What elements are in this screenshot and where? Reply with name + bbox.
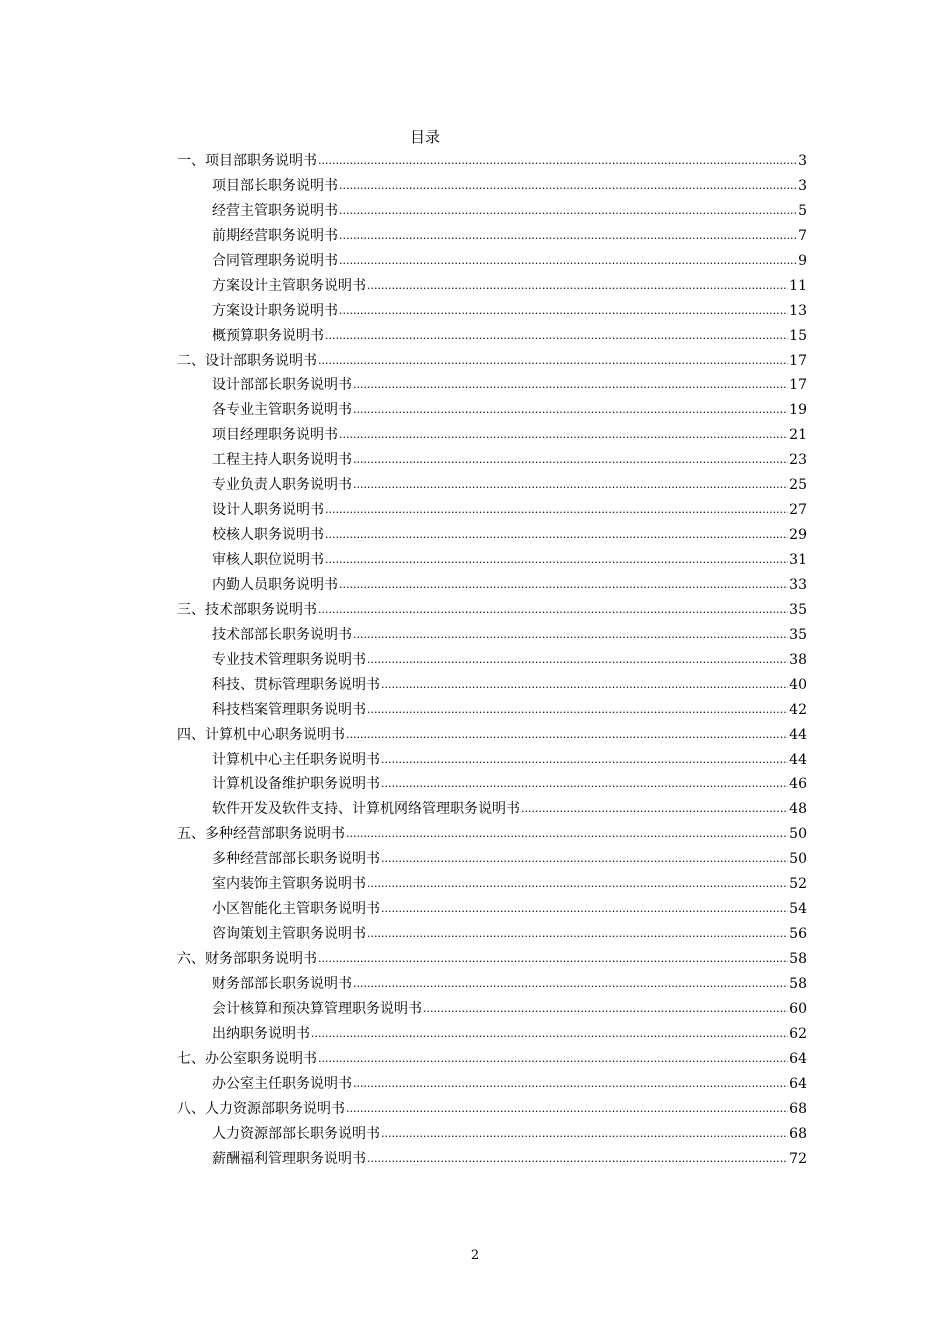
toc-entry-page-number: 3 bbox=[798, 177, 807, 194]
toc-entry-page-number: 17 bbox=[789, 352, 807, 369]
toc-entry-label: 多种经营部部长职务说明书 bbox=[212, 851, 380, 868]
toc-section-entry[interactable] bbox=[177, 1047, 807, 1072]
toc-entry-page-number: 44 bbox=[789, 751, 807, 768]
toc-entry-page-number: 56 bbox=[789, 926, 807, 943]
table-of-contents bbox=[177, 149, 807, 1171]
toc-dot-leader bbox=[325, 548, 788, 573]
toc-section-entry[interactable] bbox=[177, 822, 807, 847]
toc-entry-label: 专业技术管理职务说明书 bbox=[212, 651, 366, 668]
toc-entry-page-number: 42 bbox=[789, 701, 807, 718]
toc-subsection-entry[interactable] bbox=[177, 299, 807, 324]
toc-subsection-entry[interactable] bbox=[177, 523, 807, 548]
toc-subsection-entry[interactable] bbox=[177, 922, 807, 947]
toc-subsection-entry[interactable] bbox=[177, 324, 807, 349]
toc-entry-label: 工程主持人职务说明书 bbox=[212, 452, 352, 469]
toc-entry-label: 设计人职务说明书 bbox=[212, 502, 324, 519]
toc-subsection-entry[interactable] bbox=[177, 473, 807, 498]
toc-subsection-entry[interactable] bbox=[177, 698, 807, 723]
toc-entry-page-number: 9 bbox=[798, 252, 807, 269]
toc-dot-leader bbox=[367, 698, 788, 723]
toc-dot-leader bbox=[325, 498, 788, 523]
toc-entry-page-number: 40 bbox=[789, 676, 807, 693]
toc-dot-leader bbox=[367, 274, 788, 299]
toc-entry-page-number: 46 bbox=[789, 776, 807, 793]
toc-entry-page-number: 48 bbox=[789, 801, 807, 818]
toc-subsection-entry[interactable] bbox=[177, 498, 807, 523]
toc-dot-leader bbox=[339, 423, 788, 448]
page-number: 2 bbox=[470, 1248, 480, 1263]
toc-subsection-entry[interactable] bbox=[177, 872, 807, 897]
toc-entry-page-number: 64 bbox=[789, 1075, 807, 1092]
toc-entry-label: 三、技术部职务说明书 bbox=[177, 601, 317, 618]
toc-subsection-entry[interactable] bbox=[177, 1147, 807, 1172]
toc-dot-leader bbox=[381, 847, 788, 872]
toc-dot-leader bbox=[353, 473, 788, 498]
toc-entry-page-number: 64 bbox=[789, 1050, 807, 1067]
toc-subsection-entry[interactable] bbox=[177, 548, 807, 573]
toc-entry-label: 五、多种经营部职务说明书 bbox=[177, 826, 345, 843]
toc-entry-label: 计算机中心主任职务说明书 bbox=[212, 751, 380, 768]
toc-section-entry[interactable] bbox=[177, 349, 807, 374]
toc-section-entry[interactable] bbox=[177, 723, 807, 748]
toc-entry-page-number: 3 bbox=[798, 153, 807, 169]
toc-dot-leader bbox=[325, 523, 788, 548]
toc-dot-leader bbox=[346, 822, 788, 847]
toc-dot-leader bbox=[353, 1072, 788, 1097]
toc-entry-label: 技术部部长职务说明书 bbox=[212, 626, 352, 643]
toc-dot-leader bbox=[353, 972, 788, 997]
toc-dot-leader bbox=[339, 573, 788, 598]
toc-subsection-entry[interactable] bbox=[177, 423, 807, 448]
toc-entry-page-number: 5 bbox=[798, 202, 807, 219]
toc-entry-label: 办公室主任职务说明书 bbox=[212, 1075, 352, 1092]
toc-entry-page-number: 50 bbox=[789, 826, 807, 843]
toc-subsection-entry[interactable] bbox=[177, 274, 807, 299]
toc-dot-leader bbox=[318, 598, 788, 623]
toc-section-entry[interactable] bbox=[177, 1097, 807, 1122]
toc-subsection-entry[interactable] bbox=[177, 224, 807, 249]
toc-entry-page-number: 50 bbox=[789, 851, 807, 868]
toc-subsection-entry[interactable] bbox=[177, 623, 807, 648]
toc-entry-label: 前期经营职务说明书 bbox=[212, 227, 338, 244]
toc-entry-page-number: 72 bbox=[789, 1150, 807, 1167]
toc-entry-label: 合同管理职务说明书 bbox=[212, 252, 338, 269]
toc-subsection-entry[interactable] bbox=[177, 199, 807, 224]
toc-dot-leader bbox=[367, 872, 788, 897]
toc-dot-leader bbox=[381, 1122, 788, 1147]
toc-dot-leader bbox=[353, 448, 788, 473]
toc-dot-leader bbox=[318, 1047, 788, 1072]
toc-dot-leader bbox=[423, 997, 788, 1022]
toc-entry-page-number: 68 bbox=[789, 1100, 807, 1117]
toc-entry-page-number: 21 bbox=[789, 427, 807, 444]
toc-entry-page-number: 7 bbox=[798, 227, 807, 244]
toc-dot-leader bbox=[381, 748, 788, 773]
toc-entry-label: 小区智能化主管职务说明书 bbox=[212, 901, 380, 918]
toc-subsection-entry[interactable] bbox=[177, 398, 807, 423]
toc-dot-leader bbox=[339, 224, 797, 249]
toc-entry-label: 六、财务部职务说明书 bbox=[177, 951, 317, 967]
toc-entry-label: 会计核算和预决算管理职务说明书 bbox=[212, 1000, 422, 1017]
toc-entry-label: 七、办公室职务说明书 bbox=[177, 1050, 317, 1067]
toc-dot-leader bbox=[339, 299, 788, 324]
toc-subsection-entry[interactable] bbox=[177, 847, 807, 872]
toc-entry-label: 经营主管职务说明书 bbox=[212, 202, 338, 219]
toc-entry-page-number: 13 bbox=[789, 302, 807, 319]
toc-subsection-entry[interactable] bbox=[177, 249, 807, 274]
toc-entry-page-number: 44 bbox=[789, 726, 807, 743]
toc-entry-label: 项目部长职务说明书 bbox=[212, 177, 338, 194]
toc-subsection-entry[interactable] bbox=[177, 448, 807, 473]
toc-entry-label: 科技档案管理职务说明书 bbox=[212, 701, 366, 718]
toc-entry-page-number: 62 bbox=[789, 1025, 807, 1042]
toc-dot-leader bbox=[367, 648, 788, 673]
toc-entry-page-number: 68 bbox=[789, 1125, 807, 1142]
toc-entry-label: 设计部部长职务说明书 bbox=[212, 377, 352, 394]
toc-entry-page-number: 27 bbox=[789, 502, 807, 519]
toc-dot-leader bbox=[353, 623, 788, 648]
toc-entry-label: 咨询策划主管职务说明书 bbox=[212, 926, 366, 943]
toc-entry-label: 计算机设备维护职务说明书 bbox=[212, 776, 380, 793]
toc-dot-leader bbox=[318, 947, 788, 972]
toc-entry-page-number: 29 bbox=[789, 527, 807, 544]
toc-subsection-entry[interactable] bbox=[177, 673, 807, 698]
toc-subsection-entry[interactable] bbox=[177, 897, 807, 922]
toc-entry-label: 薪酬福利管理职务说明书 bbox=[212, 1150, 366, 1167]
toc-dot-leader bbox=[381, 897, 788, 922]
toc-subsection-entry[interactable] bbox=[177, 748, 807, 773]
toc-entry-label: 软件开发及软件支持、计算机网络管理职务说明书 bbox=[212, 801, 520, 818]
toc-entry-page-number: 17 bbox=[789, 377, 807, 394]
toc-subsection-entry[interactable] bbox=[177, 573, 807, 598]
toc-dot-leader bbox=[346, 723, 788, 748]
toc-entry-label: 校核人职务说明书 bbox=[212, 527, 324, 544]
toc-entry-page-number: 58 bbox=[789, 951, 807, 967]
toc-entry-label: 各专业主管职务说明书 bbox=[212, 402, 352, 419]
toc-subsection-entry[interactable] bbox=[177, 997, 807, 1022]
toc-entry-label: 室内装饰主管职务说明书 bbox=[212, 876, 366, 893]
toc-entry-label: 内勤人员职务说明书 bbox=[212, 576, 338, 593]
toc-entry-label: 方案设计主管职务说明书 bbox=[212, 277, 366, 294]
toc-entry-label: 专业负责人职务说明书 bbox=[212, 477, 352, 494]
toc-entry-page-number: 38 bbox=[789, 651, 807, 668]
toc-subsection-entry[interactable] bbox=[177, 1022, 807, 1047]
toc-dot-leader bbox=[311, 1022, 788, 1047]
toc-subsection-entry[interactable] bbox=[177, 1072, 807, 1097]
toc-entry-page-number: 35 bbox=[789, 601, 807, 618]
toc-subsection-entry[interactable] bbox=[177, 373, 807, 398]
toc-dot-leader bbox=[521, 797, 788, 822]
toc-entry-label: 人力资源部部长职务说明书 bbox=[212, 1125, 380, 1142]
toc-entry-page-number: 23 bbox=[789, 452, 807, 469]
toc-subsection-entry[interactable] bbox=[177, 1122, 807, 1147]
toc-entry-page-number: 19 bbox=[789, 402, 807, 419]
toc-entry-page-number: 11 bbox=[789, 277, 807, 294]
toc-dot-leader bbox=[325, 324, 788, 349]
toc-entry-page-number: 25 bbox=[789, 477, 807, 494]
toc-entry-label: 财务部部长职务说明书 bbox=[212, 975, 352, 992]
toc-dot-leader bbox=[381, 772, 788, 797]
toc-entry-page-number: 54 bbox=[789, 901, 807, 918]
toc-dot-leader bbox=[339, 249, 797, 274]
toc-section-entry[interactable] bbox=[177, 149, 807, 174]
toc-subsection-entry[interactable] bbox=[177, 174, 807, 199]
toc-dot-leader bbox=[318, 349, 788, 374]
toc-dot-leader bbox=[353, 373, 788, 398]
toc-entry-label: 科技、贯标管理职务说明书 bbox=[212, 676, 380, 693]
toc-subsection-entry[interactable] bbox=[177, 648, 807, 673]
toc-entry-label: 审核人职位说明书 bbox=[212, 552, 324, 568]
toc-dot-leader bbox=[353, 398, 788, 423]
toc-dot-leader bbox=[339, 199, 797, 224]
toc-dot-leader bbox=[318, 149, 797, 174]
toc-subsection-entry[interactable] bbox=[177, 772, 807, 797]
toc-entry-label: 二、设计部职务说明书 bbox=[177, 352, 317, 369]
toc-subsection-entry[interactable] bbox=[177, 797, 807, 822]
toc-entry-label: 出纳职务说明书 bbox=[212, 1025, 310, 1042]
toc-entry-page-number: 52 bbox=[789, 876, 807, 893]
toc-section-entry[interactable] bbox=[177, 598, 807, 623]
toc-title: 目录 bbox=[409, 128, 440, 146]
toc-dot-leader bbox=[346, 1097, 788, 1122]
toc-entry-label: 四、计算机中心职务说明书 bbox=[177, 726, 345, 743]
toc-section-entry[interactable] bbox=[177, 947, 807, 972]
toc-dot-leader bbox=[367, 1147, 788, 1172]
toc-entry-page-number: 33 bbox=[789, 576, 807, 593]
toc-entry-label: 概预算职务说明书 bbox=[212, 327, 324, 344]
toc-entry-page-number: 58 bbox=[789, 975, 807, 992]
toc-dot-leader bbox=[367, 922, 788, 947]
toc-entry-label: 八、人力资源部职务说明书 bbox=[177, 1100, 345, 1117]
toc-entry-page-number: 60 bbox=[789, 1000, 807, 1017]
toc-entry-page-number: 31 bbox=[789, 552, 807, 568]
toc-dot-leader bbox=[339, 174, 797, 199]
toc-entry-label: 方案设计职务说明书 bbox=[212, 302, 338, 319]
toc-entry-label: 一、项目部职务说明书 bbox=[177, 153, 317, 169]
toc-dot-leader bbox=[381, 673, 788, 698]
toc-entry-label: 项目经理职务说明书 bbox=[212, 427, 338, 444]
toc-subsection-entry[interactable] bbox=[177, 972, 807, 997]
toc-entry-page-number: 15 bbox=[789, 327, 807, 344]
toc-entry-page-number: 35 bbox=[789, 626, 807, 643]
